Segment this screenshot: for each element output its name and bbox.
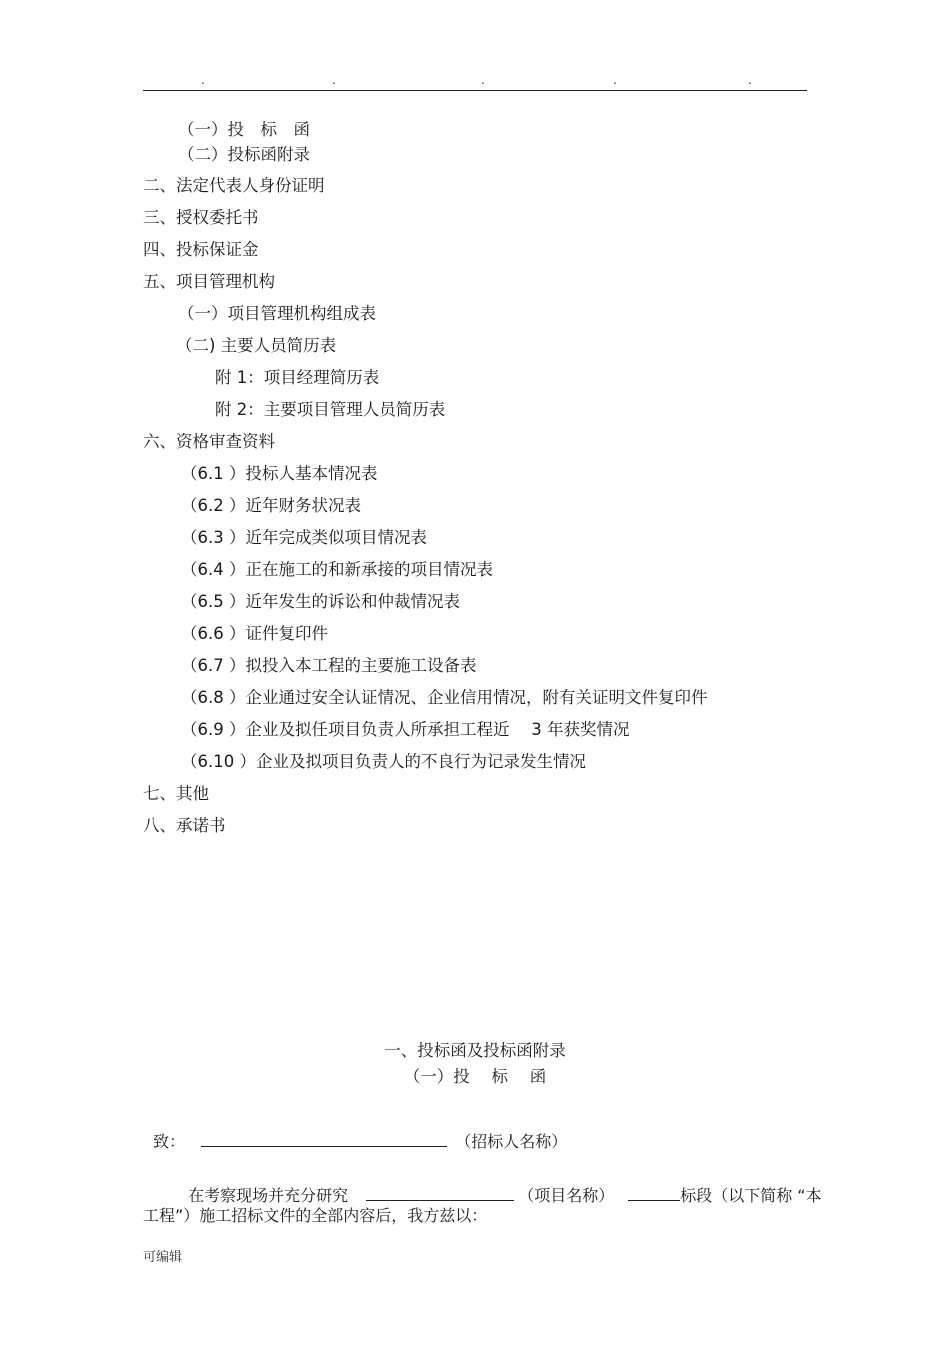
- addressee-suffix: （招标人名称）: [455, 1132, 568, 1151]
- toc-item: 附 2：主要项目管理人员简历表: [215, 400, 446, 419]
- toc-item: （二）投标函附录: [178, 145, 310, 164]
- para1-text-a: 在考察现场并充分研究: [188, 1186, 349, 1205]
- section-number-blank: [628, 1186, 680, 1201]
- toc-item: 三、授权委托书: [143, 208, 259, 227]
- toc-item: 四、投标保证金: [143, 240, 259, 259]
- toc-item: （6.2 ）近年财务状况表: [181, 496, 361, 515]
- toc-item: （6.1 ）投标人基本情况表: [181, 464, 378, 483]
- project-name-blank: [366, 1186, 514, 1201]
- toc-item: （6.9 ）企业及拟任项目负责人所承担工程近 3 年获奖情况: [181, 720, 630, 739]
- toc-item: 附 1：项目经理简历表: [215, 368, 380, 387]
- header-rule: [143, 90, 807, 91]
- para1-text-b: （项目名称）: [518, 1186, 615, 1205]
- header-dot: .: [613, 73, 617, 87]
- header-dots: [0, 74, 950, 86]
- addressee-line: [143, 1112, 567, 1152]
- toc-item: 二、法定代表人身份证明: [143, 176, 325, 195]
- section-subtitle: （一）投 标 函: [403, 1067, 547, 1086]
- footer-note: 可编辑: [143, 1250, 183, 1265]
- header-dot: .: [332, 73, 336, 87]
- toc-item: （一）投 标 函: [178, 120, 310, 139]
- header-dot: .: [748, 73, 752, 87]
- para1-text-c: 标段（以下简称 “本: [680, 1186, 822, 1205]
- header-dot: .: [481, 73, 485, 87]
- toc-item: （6.7 ）拟投入本工程的主要施工设备表: [181, 656, 477, 675]
- toc-item: （一）项目管理机构组成表: [178, 304, 376, 323]
- toc-item: 八、承诺书: [143, 816, 226, 835]
- addressee-label: 致：: [153, 1132, 186, 1151]
- toc-item: （二) 主要人员简历表: [176, 336, 337, 355]
- header-dot: .: [201, 73, 205, 87]
- toc-item: 五、项目管理机构: [143, 272, 275, 291]
- toc-item: 六、资格审查资料: [143, 432, 275, 451]
- addressee-blank: [201, 1132, 447, 1147]
- toc-item: 七、其他: [143, 784, 209, 803]
- toc-item: （6.4 ）正在施工的和新承接的项目情况表: [181, 560, 493, 579]
- toc-item: （6.3 ）近年完成类似项目情况表: [181, 528, 427, 547]
- toc-item: （6.5 ）近年发生的诉讼和仲裁情况表: [181, 592, 460, 611]
- section-title: 一、投标函及投标函附录: [384, 1041, 566, 1060]
- toc-item: （6.10 ）企业及拟项目负责人的不良行为记录发生情况: [181, 752, 586, 771]
- toc-item: （6.6 ）证件复印件: [181, 624, 328, 643]
- letter-paragraph-line2: 工程”）施工招标文件的全部内容后，我方兹以：: [143, 1206, 488, 1225]
- letter-paragraph-line1: [178, 1166, 822, 1206]
- toc-item: （6.8 ）企业通过安全认证情况、企业信用情况，附有关证明文件复印件: [181, 688, 708, 707]
